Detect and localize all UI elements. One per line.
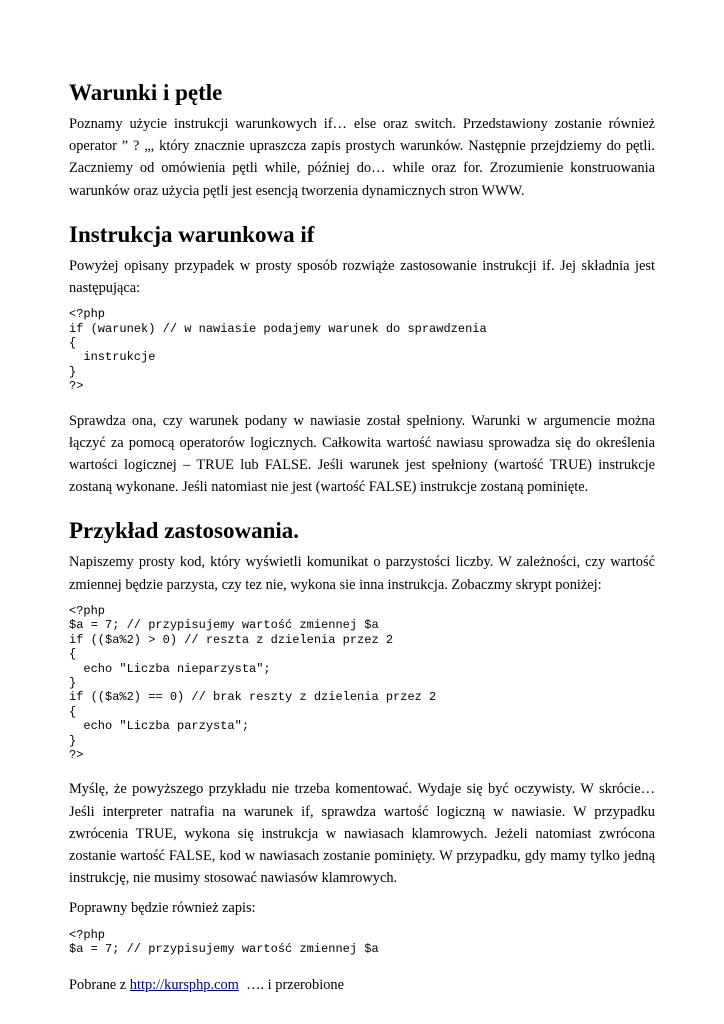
- if-explanation-paragraph: Sprawdza ona, czy warunek podany w nawiasie został spełniony. Warunki w argumencie można łączyć za pomocą operatorów logicznych. Całkowita wartość nawiasu sprowadza się do określenia wartości logicznej – TRUE lub FALSE. Jeśli warunek jest spełniony (wartość TRUE) instrukcje zostaną wykonane. Jeśli natomiast nie jest (wartość FALSE) instrukcje zostaną pominięte.: [69, 412, 655, 496]
- source-prefix: Pobrane z: [69, 977, 130, 994]
- source-suffix: …. i przerobione: [238, 977, 344, 994]
- example-intro-paragraph: Napiszemy prosty kod, który wyświetli komunikat o parzystości liczby. W zależności, czy wartość zmiennej będzie parzysta, czy tez nie, wykona sie inna instrukcja. Zobaczmy skrypt poniżej:: [69, 554, 655, 593]
- heading-warunki-i-petle: Warunki i pętle: [69, 80, 223, 105]
- example-explanation-paragraph: Myślę, że powyższego przykładu nie trzeba komentować. Wydaje się być oczywisty. W skrócie… Jeśli interpreter natrafia na warunek if, sprawdza wartość logiczną w nawiasie. W przypadku zwrócenia TRUE, wykona się instrukcja w nawiasach klamrowych. Jeżeli natomiast zwrócona zostanie wartość FALSE, kod w nawiasach zostanie pominięty. W przypadku, gdy mamy tylko jedną instrukcję, nie musimy stosować nawiasów klamrowych.: [69, 781, 655, 887]
- source-footer: [69, 974, 655, 996]
- document-page: [69, 78, 655, 997]
- if-syntax-paragraph: Powyżej opisany przypadek w prosty sposób rozwiąże zastosowanie instrukcji if. Jej składnia jest następująca:: [69, 257, 655, 297]
- source-link[interactable]: http://kursphp.com: [129, 977, 239, 994]
- if-syntax-code-block: <?php if (warunek) // w nawiasie podajemy warunek do sprawdzenia { instrukcje } ?>: [69, 307, 487, 394]
- intro-paragraph: Poznamy użycie instrukcji warunkowych if… else oraz switch. Przedstawiony zostanie również operator ” ? „, który znacznie upraszcza zapis prostych warunków. Następnie przejdziemy do pętli. Zaczniemy od omówienia pętli while, później do… while oraz for. Zrozumienie konstruowania warunków oraz użycia pętli jest esencją tworzenia dynamicznych stron WWW.: [69, 116, 655, 199]
- alternative-syntax-paragraph: Poprawny będzie również zapis:: [69, 900, 256, 917]
- heading-przyklad-zastosowania: Przykład zastosowania.: [69, 518, 299, 544]
- heading-instrukcja-warunkowa-if: Instrukcja warunkowa if: [69, 221, 315, 247]
- short-code-block: <?php $a = 7; // przypisujemy wartość zmiennej $a: [69, 927, 379, 956]
- parity-code-block: <?php $a = 7; // przypisujemy wartość zmiennej $a if (($a%2) > 0) // reszta z dzielenia przez 2 { echo "Liczba nieparzysta"; } if (($a%2) == 0) // brak reszty z dzielenia przez 2 { echo "Liczba parzysta"; } ?>: [69, 603, 437, 762]
